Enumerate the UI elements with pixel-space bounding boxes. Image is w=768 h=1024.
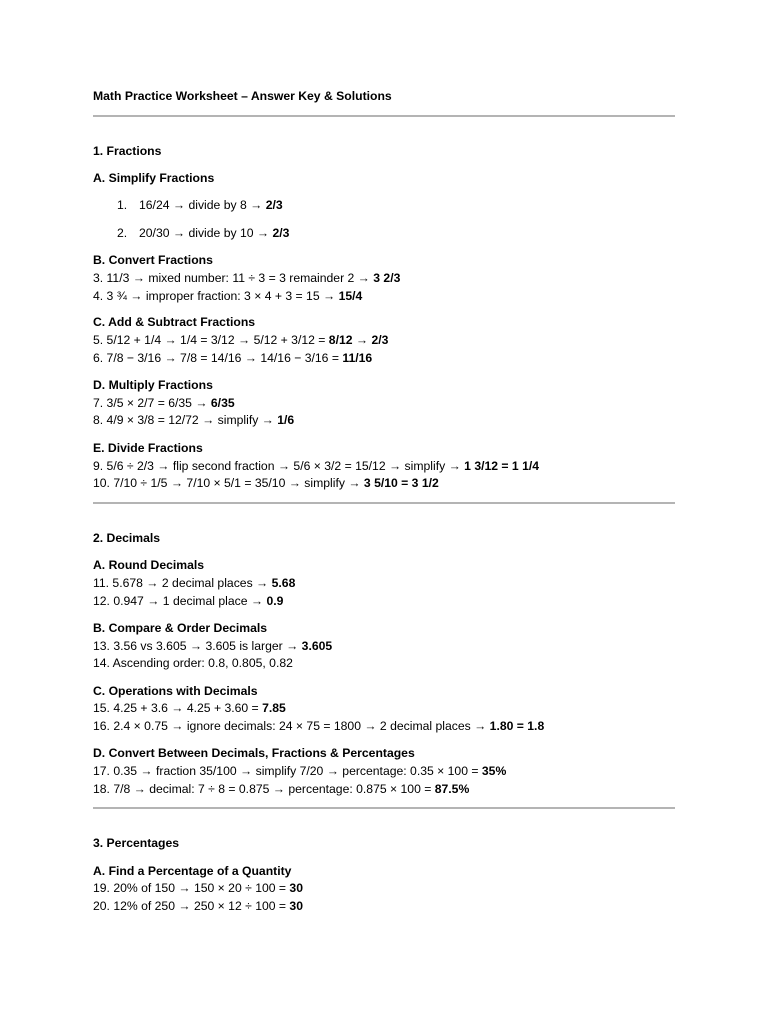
list-item — [139, 226, 289, 240]
item-text: 12. 0.947 → 1 decimal place → — [93, 594, 267, 608]
subsection-heading-convert: B. Convert Fractions — [93, 253, 213, 267]
item-answer: 2/3 — [272, 226, 290, 240]
item-answer: 5.68 — [271, 576, 296, 590]
answer-line — [93, 476, 439, 490]
item-text: 6. 7/8 − 3/16 → 7/8 = 14/16 → 14/16 − 3/16 = — [93, 351, 343, 365]
answer-line — [93, 289, 362, 303]
item-text: 7. 3/5 × 2/7 = 6/35 → — [93, 396, 211, 410]
item-text: 17. 0.35 → fraction 35/100 → simplify 7/20 → percentage: 0.35 × 100 = — [93, 764, 482, 778]
item-answer: 6/35 — [210, 396, 235, 410]
item-text: 16/24 → divide by 8 → — [139, 198, 266, 212]
item-answer: 2/3 — [265, 198, 283, 212]
answer-line — [93, 719, 544, 733]
subsection-heading-divide: E. Divide Fractions — [93, 441, 203, 455]
answer-line — [93, 459, 539, 473]
answer-line — [93, 764, 506, 778]
divider — [93, 502, 675, 504]
item-answer: 1.80 = 1.8 — [489, 719, 545, 733]
subsection-heading-round: A. Round Decimals — [93, 558, 205, 572]
item-answer: 1/6 — [277, 413, 295, 427]
item-text: 19. 20% of 150 → 150 × 20 ÷ 100 = — [93, 881, 290, 895]
item-text: 3. 11/3 → mixed number: 11 ÷ 3 = 3 remainder 2 → — [93, 271, 374, 285]
item-answer: 30 — [289, 899, 303, 913]
subsection-heading-convert-between: D. Convert Between Decimals, Fractions & Percentages — [93, 746, 415, 760]
item-answer: 35% — [481, 764, 507, 778]
item-text: 16. 2.4 × 0.75 → ignore decimals: 24 × 75 = 1800 → 2 decimal places → — [93, 719, 490, 733]
answer-line — [93, 576, 295, 590]
section-heading-percentages: 3. Percentages — [93, 836, 180, 850]
item-text: 11. 5.678 → 2 decimal places → — [93, 576, 272, 590]
item-text: 20. 12% of 250 → 250 × 12 ÷ 100 = — [93, 899, 290, 913]
subsection-heading-percentage-of-quantity: A. Find a Percentage of a Quantity — [93, 864, 292, 878]
item-answer: 3 5/10 = 3 1/2 — [363, 476, 439, 490]
answer-line: 14. Ascending order: 0.8, 0.805, 0.82 — [93, 656, 293, 670]
item-answer: 8/12 → 2/3 — [328, 333, 389, 347]
item-text: 15. 4.25 + 3.6 → 4.25 + 3.60 = — [93, 701, 263, 715]
answer-line — [93, 333, 388, 347]
answer-line — [93, 639, 332, 653]
subsection-heading-multiply: D. Multiply Fractions — [93, 378, 213, 392]
item-text: 9. 5/6 ÷ 2/3 → flip second fraction → 5/6 × 3/2 = 15/12 → simplify → — [93, 459, 465, 473]
item-answer: 11/16 — [342, 351, 373, 365]
item-text: 18. 7/8 → decimal: 7 ÷ 8 = 0.875 → percentage: 0.875 × 100 = — [93, 782, 435, 796]
item-answer: 30 — [289, 881, 303, 895]
answer-line — [93, 782, 469, 796]
divider — [93, 115, 675, 117]
answer-line — [93, 413, 294, 427]
section-heading-fractions: 1. Fractions — [93, 144, 162, 158]
answer-line — [93, 881, 303, 895]
item-text: 10. 7/10 ÷ 1/5 → 7/10 × 5/1 = 35/10 → simplify → — [93, 476, 364, 490]
item-text: 13. 3.56 vs 3.605 → 3.605 is larger → — [93, 639, 302, 653]
document-title: Math Practice Worksheet – Answer Key & Solutions — [93, 89, 392, 103]
answer-line — [93, 396, 235, 410]
list-item-number: 1. — [117, 198, 128, 212]
list-item — [139, 198, 283, 212]
list-item-number: 2. — [117, 226, 128, 240]
item-text: 8. 4/9 × 3/8 = 12/72 → simplify → — [93, 413, 278, 427]
answer-line — [93, 899, 303, 913]
subsection-heading-simplify: A. Simplify Fractions — [93, 171, 215, 185]
item-text: 4. 3 ¾ → improper fraction: 3 × 4 + 3 = 15 → — [93, 289, 339, 303]
answer-line — [93, 594, 283, 608]
subsection-heading-operations: C. Operations with Decimals — [93, 684, 258, 698]
subsection-heading-compare: B. Compare & Order Decimals — [93, 621, 268, 635]
item-answer: 15/4 — [338, 289, 363, 303]
item-text: 20/30 → divide by 10 → — [139, 226, 273, 240]
item-answer: 0.9 — [266, 594, 284, 608]
answer-line — [93, 351, 372, 365]
answer-line — [93, 271, 400, 285]
item-answer: 7.85 — [262, 701, 286, 715]
section-heading-decimals: 2. Decimals — [93, 531, 161, 545]
item-answer: 3 2/3 — [373, 271, 401, 285]
divider — [93, 807, 675, 809]
item-answer: 1 3/12 = 1 1/4 — [464, 459, 540, 473]
item-text: 5. 5/12 + 1/4 → 1/4 = 3/12 → 5/12 + 3/12 = — [93, 333, 329, 347]
item-answer: 87.5% — [434, 782, 470, 796]
item-answer: 3.605 — [301, 639, 333, 653]
subsection-heading-add-subtract: C. Add & Subtract Fractions — [93, 315, 256, 329]
answer-line — [93, 701, 286, 715]
